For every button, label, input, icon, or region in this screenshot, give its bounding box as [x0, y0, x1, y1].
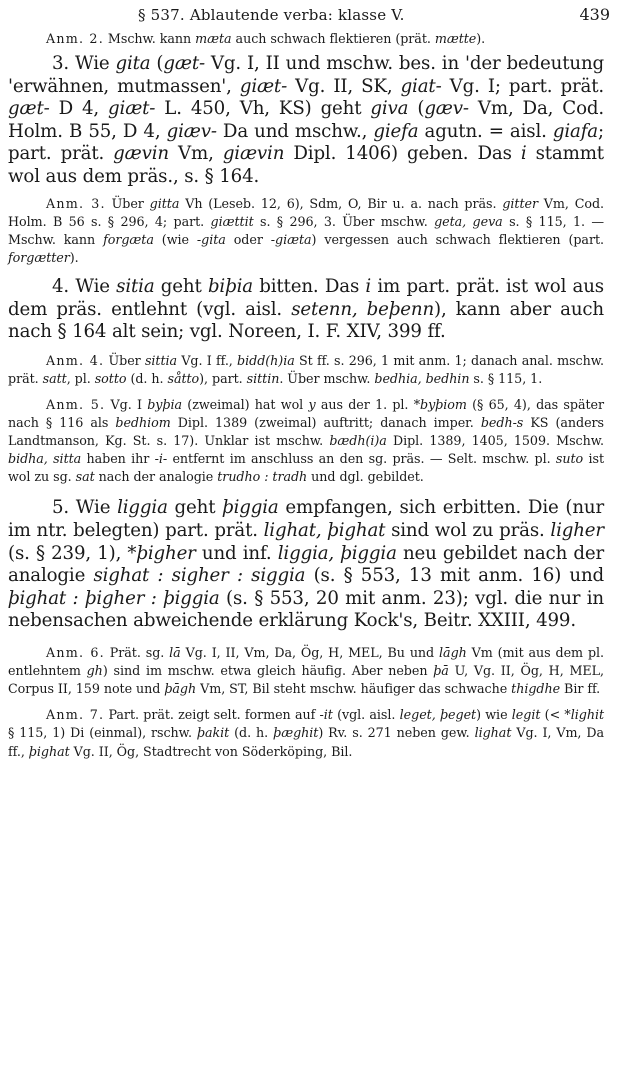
text-run: Bir ff. [560, 681, 601, 697]
text-run: sind wol zu präs. [385, 520, 551, 542]
italic-term: suto [555, 451, 584, 467]
italic-term: byþia [147, 397, 183, 412]
italic-term: bedhia, bedhin [374, 370, 470, 386]
text-run: nach der analogie [94, 469, 218, 485]
text-run: . Über mschw. [279, 370, 375, 386]
italic-term: giævin [222, 143, 285, 165]
text-run: im part. prät. ist wol aus dem präs. entlehnt (vgl. aisl. [8, 276, 604, 320]
text-run: Vg. I, Vm, Da ff., [8, 725, 605, 759]
running-header [8, 0, 610, 30]
text-run: KS (anders Landtmanson, Kg. St. s. 17). Unklar ist mschw. [8, 415, 604, 449]
italic-term: lighat, þighat [263, 520, 386, 542]
annotation-label: Anm. 4. [46, 352, 105, 368]
italic-term: þighat [28, 743, 70, 759]
annotation-label: Anm. 7. [46, 707, 105, 723]
text-run: Prät. sg. [104, 645, 170, 661]
text-run: und inf. [195, 542, 278, 564]
text-run: Vg. I, II und mschw. bes. in 'der bedeutung 'erwähnen, mutmassen', [8, 53, 604, 97]
text-run: s. § 296, 3. Über mschw. [253, 213, 435, 229]
italic-term: lighit [570, 707, 604, 723]
text-run: D 4, [49, 98, 109, 120]
text-run: empfangen, sich erbitten. Die (nur im ntr. belegten) part. prät. [8, 497, 605, 542]
italic-term: gita [115, 53, 151, 75]
text-run: oder [225, 231, 271, 247]
italic-term: satt [42, 370, 67, 386]
italic-term: giæt- [108, 98, 156, 120]
text-run: Vg. II, Ög, Stadtrecht von Söderköping, Bil. [69, 743, 353, 759]
italic-term: sotto [94, 370, 127, 386]
italic-term: forgæta [103, 231, 154, 247]
annotation-label: Anm. 2. [46, 31, 104, 46]
italic-term: sittia [144, 352, 178, 368]
italic-term: i [520, 143, 527, 165]
text-run: (vgl. aisl. [332, 707, 400, 723]
italic-term: lighat [474, 725, 512, 741]
text-run: Vg. I ff., [177, 352, 238, 368]
annotation-7 [8, 706, 604, 760]
text-run: ist wol zu sg. [8, 451, 604, 485]
text-run: aus der 1. pl. [315, 397, 414, 412]
text-run: Vm, Cod. Holm. B 56 s. § 296, 4; part. [8, 195, 605, 229]
italic-term: -it [319, 707, 333, 723]
italic-term: -gita [196, 231, 226, 247]
italic-term: giafa [552, 120, 599, 142]
italic-term: giat- [400, 75, 442, 97]
text-run: Dipl. 1389, 1405, 1509. Mschw. [386, 433, 604, 449]
text-run: 5. Wie [52, 497, 118, 519]
italic-term: forgætter [8, 249, 70, 265]
italic-term: giættit [210, 213, 254, 229]
italic-term: setenn, beþenn [291, 298, 435, 320]
italic-term: bidd(h)ia [237, 352, 295, 368]
text-run: s. § 115, 1. [469, 370, 543, 386]
text-run: (< * [540, 707, 571, 723]
italic-term: þighat : þigher : þiggia [8, 587, 220, 609]
text-run: Vg. I; part. prät. [441, 75, 605, 97]
italic-term: legit [511, 707, 541, 723]
text-run: ) sind im mschw. etwa gleich häufig. Aber neben [102, 663, 434, 679]
italic-term: bædh(i)a [329, 433, 387, 449]
italic-term: þāgh [164, 681, 197, 697]
italic-term: sighat : sigher : siggia [93, 565, 306, 587]
text-run: (s. § 553, 20 mit anm. 23); vgl. die nur in nebensachen abweichende erklärung Kock's, Beitr. XXIII, 499. [8, 587, 604, 632]
italic-term: gævin [113, 143, 169, 165]
text-run: stammt wol aus dem präs., s. § 164. [8, 143, 604, 188]
italic-term: sittin [246, 370, 280, 386]
italic-term: sat [75, 469, 95, 485]
italic-term: giva [370, 98, 409, 120]
text-run: Vm, [168, 143, 223, 165]
italic-term: lāgh [439, 645, 467, 661]
annotation-label: Anm. 3. [46, 195, 106, 211]
text-run: neu gebildet nach der analogie [8, 542, 605, 587]
text-run: (s. § 239, 1), [8, 542, 128, 564]
annotation-label: Anm. 6. [46, 645, 105, 661]
italic-term: gæt- [8, 98, 50, 120]
text-run: , pl. [66, 370, 95, 386]
text-run: Vg. I, II, Vm, Da, Ög, H, MEL, Bu und [180, 645, 440, 661]
text-run: U, Vg. II, Ög, H, MEL, Corpus II, 159 note und [8, 663, 604, 697]
text-run: Dipl. 1406) geben. Das [284, 143, 521, 165]
text-run: Dipl. 1389 (zweimal) auftritt; danach imper. [170, 415, 481, 431]
italic-term: bedh-s [480, 415, 524, 431]
italic-term: gæv- [424, 98, 469, 120]
italic-term: þiggia [222, 497, 279, 519]
text-run: ) wie [476, 707, 512, 723]
text-run: Vg. I [105, 397, 148, 412]
text-run: geht [167, 497, 223, 519]
text-run: geht [154, 276, 208, 298]
text-run: Über [105, 195, 150, 211]
text-run: ). [69, 249, 79, 265]
text-run: Vm (mit aus dem pl. entlehntem [8, 645, 605, 679]
text-run: Vm, Da, Cod. Holm. B 55, D 4, [8, 98, 604, 142]
text-run: (§ 65, 4), das später nach § 116 als [8, 397, 604, 431]
italic-term: -i- [154, 451, 168, 467]
annotation-2 [8, 30, 604, 48]
text-run: Über [104, 352, 145, 368]
italic-term: liggia [117, 497, 168, 519]
italic-term: liggia, þiggia [277, 542, 397, 564]
italic-term: i [365, 276, 372, 298]
paragraph-5 [8, 497, 604, 633]
text-run: (s. § 553, 13 mit anm. 16) und [305, 565, 605, 587]
text-run: § 115, 1) Di (einmal), rschw. [8, 725, 197, 741]
annotation-5 [8, 396, 604, 486]
text-run: (zweimal) hat wol [182, 397, 309, 412]
text-run: (wie [153, 231, 197, 247]
text-run: Vm, ST, Bil steht mschw. häufiger das schwache [196, 681, 512, 697]
text-run: Da und mschw., [216, 120, 374, 142]
text-run: ( [150, 53, 164, 75]
italic-term: lā [169, 645, 181, 661]
italic-term: þakit [196, 725, 230, 741]
italic-term: bidha, sitta [8, 451, 82, 467]
book-page [8, 0, 610, 761]
italic-term: mæta [195, 31, 232, 46]
italic-term: þā [433, 663, 449, 679]
annotation-4 [8, 352, 604, 388]
italic-term: giæv- [166, 120, 217, 142]
italic-term: gitter [502, 195, 538, 211]
paragraph-3 [8, 53, 604, 189]
italic-term: leget, þeget [399, 707, 477, 723]
text-run: ) Rv. s. 271 neben gew. [318, 725, 475, 741]
text-run: St ff. s. 296, 1 mit anm. 1; danach anal. mschw. prät. [8, 352, 605, 386]
italic-term: gitta [149, 195, 180, 211]
text-run: ), kann aber auch nach § 164 alt sein; vgl. Noreen, I. F. XIV, 399 ff. [8, 298, 604, 343]
text-run: bitten. Das [252, 276, 366, 298]
italic-term: bedhiom [115, 415, 171, 431]
italic-term: *byþiom [413, 397, 467, 412]
italic-term: giefa [373, 120, 419, 142]
text-run: ) vergessen auch schwach flektieren (part. [311, 231, 604, 247]
italic-term: gæt- [163, 53, 205, 75]
text-run: ; part. prät. [8, 120, 604, 165]
italic-term: trudho : tradh [217, 469, 308, 485]
italic-term: þæghit [273, 725, 319, 741]
running-title: § 537. Ablautende verba: klasse V. [138, 6, 405, 24]
text-run: ( [408, 98, 425, 120]
italic-term: -giæta [270, 231, 312, 247]
text-run: ). [476, 31, 486, 46]
annotation-3 [8, 195, 604, 267]
text-run: ), part. [199, 370, 247, 386]
text-run: Vg. II, SK, [287, 75, 401, 97]
italic-term: sitia [116, 276, 155, 298]
italic-term: thigdhe [511, 681, 561, 697]
paragraph-4 [8, 276, 604, 344]
italic-term: ligher [550, 520, 604, 542]
text-run: Part. prät. zeigt selt. formen auf [104, 707, 320, 723]
italic-term: mætte [434, 31, 477, 46]
text-run: Vh (Leseb. 12, 6), Sdm, O, Bir u. a. nach präs. [179, 195, 503, 211]
text-run: s. § 115, 1. — Mschw. kann [8, 213, 604, 247]
annotation-6 [8, 644, 604, 698]
italic-term: geta, geva [434, 213, 503, 229]
text-run: Mschw. kann [103, 31, 196, 46]
italic-term: gh [86, 663, 103, 679]
italic-term: *þigher [127, 542, 196, 564]
text-run: 4. Wie [52, 276, 117, 298]
italic-term: såtto [167, 370, 200, 386]
text-run: (d. h. [229, 725, 274, 741]
text-run: L. 450, Vh, KS) geht [155, 98, 371, 120]
text-run: und dgl. gebildet. [307, 469, 424, 485]
text-run: (d. h. [126, 370, 168, 386]
page-number: 439 [579, 5, 610, 24]
text-run: entfernt im anschluss an den sg. präs. — Selt. mschw. pl. [167, 451, 556, 467]
text-run: haben ihr [81, 451, 155, 467]
text-run: agutn. = aisl. [418, 120, 553, 142]
text-run: 3. Wie [52, 53, 116, 75]
text-run: auch schwach flektieren (prät. [231, 31, 435, 46]
italic-term: y [308, 397, 316, 412]
italic-term: biþia [207, 276, 253, 298]
annotation-label: Anm. 5. [46, 397, 106, 412]
italic-term: giæt- [239, 75, 288, 97]
